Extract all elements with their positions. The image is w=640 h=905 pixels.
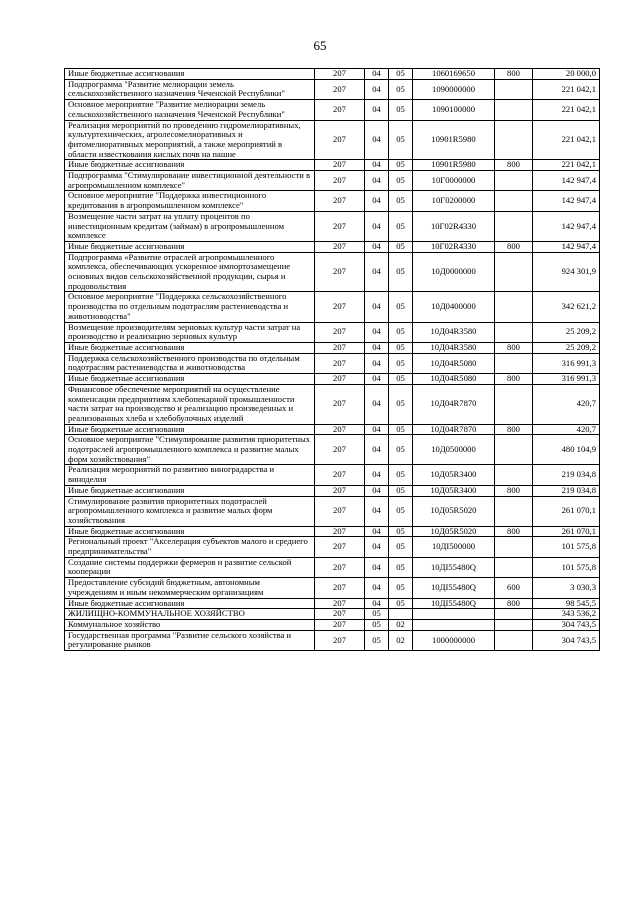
code-cell: 207 — [315, 619, 365, 630]
expense-type-cell — [495, 322, 533, 342]
table-row — [65, 252, 600, 292]
row-name-cell: Возмещение производителям зерновых культур части затрат на производство и реализацию зерновых культур — [65, 322, 315, 342]
table-row — [65, 171, 600, 191]
expense-type-cell: 600 — [495, 578, 533, 598]
table-row — [65, 630, 600, 650]
row-name-cell: Подпрограмма «Развитие отраслей агропромышленного комплекса, обеспечивающих ускоренное импортозамещение основных видов сельскохозяйственной продукции, сырья и продовольствия — [65, 252, 315, 292]
amount-cell: 342 621,2 — [533, 292, 600, 322]
section-cell: 04 — [365, 252, 389, 292]
row-name-cell: Иные бюджетные ассигнования — [65, 342, 315, 353]
expense-type-cell: 800 — [495, 69, 533, 80]
target-article-cell: 10901R5980 — [413, 120, 495, 160]
amount-cell: 219 034,8 — [533, 465, 600, 485]
amount-cell: 316 991,3 — [533, 353, 600, 373]
code-cell: 207 — [315, 171, 365, 191]
subsection-cell: 05 — [389, 557, 413, 577]
subsection-cell: 05 — [389, 485, 413, 496]
section-cell: 04 — [365, 465, 389, 485]
subsection-cell: 05 — [389, 322, 413, 342]
expense-type-cell — [495, 465, 533, 485]
section-cell: 04 — [365, 353, 389, 373]
section-cell: 04 — [365, 435, 389, 465]
target-article-cell: 10Д0400000 — [413, 292, 495, 322]
section-cell: 04 — [365, 171, 389, 191]
expense-type-cell — [495, 384, 533, 424]
table-row — [65, 619, 600, 630]
expense-type-cell: 800 — [495, 526, 533, 537]
amount-cell: 101 575,8 — [533, 537, 600, 557]
budget-table — [64, 68, 600, 651]
subsection-cell: 05 — [389, 353, 413, 373]
subsection-cell: 05 — [389, 171, 413, 191]
target-article-cell: 10ДI55480Q — [413, 578, 495, 598]
amount-cell: 98 545,5 — [533, 598, 600, 609]
code-cell: 207 — [315, 465, 365, 485]
code-cell: 207 — [315, 384, 365, 424]
amount-cell: 221 042,1 — [533, 100, 600, 120]
row-name-cell: Реализация мероприятий по проведению гидромелиоративных, культуртехнических, агролесомелиоративных и фитомелиоративных мероприятий, а также мероприятий в области известкования кислых почв на пашне — [65, 120, 315, 160]
code-cell: 207 — [315, 578, 365, 598]
expense-type-cell — [495, 435, 533, 465]
subsection-cell: 05 — [389, 526, 413, 537]
section-cell: 04 — [365, 342, 389, 353]
section-cell: 05 — [365, 630, 389, 650]
row-name-cell: Государственная программа "Развитие сельского хозяйства и регулирование рынков — [65, 630, 315, 650]
subsection-cell: 05 — [389, 79, 413, 99]
table-row — [65, 496, 600, 526]
row-name-cell: Иные бюджетные ассигнования — [65, 526, 315, 537]
amount-cell: 25 209,2 — [533, 322, 600, 342]
table-row — [65, 374, 600, 385]
row-name-cell: Иные бюджетные ассигнования — [65, 485, 315, 496]
subsection-cell: 05 — [389, 424, 413, 435]
table-row — [65, 120, 600, 160]
table-row — [65, 578, 600, 598]
subsection-cell: 05 — [389, 120, 413, 160]
subsection-cell: 05 — [389, 160, 413, 171]
amount-cell: 142 947,4 — [533, 171, 600, 191]
amount-cell: 304 743,5 — [533, 630, 600, 650]
table-row — [65, 211, 600, 241]
target-article-cell: 10Г02R4330 — [413, 241, 495, 252]
target-article-cell: 10Г0200000 — [413, 191, 495, 211]
section-cell: 04 — [365, 69, 389, 80]
amount-cell: 221 042,1 — [533, 120, 600, 160]
row-name-cell: Основное мероприятие "Стимулирование развития приоритетных подотраслей агропромышленного комплекса и развитие малых форм хозяйствования" — [65, 435, 315, 465]
expense-type-cell — [495, 79, 533, 99]
expense-type-cell — [495, 557, 533, 577]
amount-cell: 316 991,3 — [533, 374, 600, 385]
target-article-cell: 1000000000 — [413, 630, 495, 650]
code-cell: 207 — [315, 241, 365, 252]
expense-type-cell: 800 — [495, 374, 533, 385]
row-name-cell: ЖИЛИЩНО-КОММУНАЛЬНОЕ ХОЗЯЙСТВО — [65, 609, 315, 620]
row-name-cell: Иные бюджетные ассигнования — [65, 424, 315, 435]
expense-type-cell — [495, 211, 533, 241]
target-article-cell: 10Д0500000 — [413, 435, 495, 465]
section-cell: 04 — [365, 120, 389, 160]
expense-type-cell — [495, 100, 533, 120]
expense-type-cell — [495, 120, 533, 160]
subsection-cell: 02 — [389, 619, 413, 630]
amount-cell: 924 301,9 — [533, 252, 600, 292]
section-cell: 04 — [365, 496, 389, 526]
table-row — [65, 79, 600, 99]
expense-type-cell: 800 — [495, 424, 533, 435]
target-article-cell: 10ДI500000 — [413, 537, 495, 557]
subsection-cell: 05 — [389, 342, 413, 353]
code-cell: 207 — [315, 191, 365, 211]
subsection-cell: 05 — [389, 465, 413, 485]
table-row — [65, 241, 600, 252]
target-article-cell: 10Д04R5080 — [413, 374, 495, 385]
expense-type-cell — [495, 609, 533, 620]
table-row — [65, 609, 600, 620]
code-cell: 207 — [315, 496, 365, 526]
table-row — [65, 465, 600, 485]
code-cell: 207 — [315, 537, 365, 557]
expense-type-cell — [495, 191, 533, 211]
target-article-cell: 10Д05R5020 — [413, 526, 495, 537]
target-article-cell: 10Д04R3580 — [413, 342, 495, 353]
amount-cell: 261 070,1 — [533, 496, 600, 526]
section-cell: 04 — [365, 578, 389, 598]
amount-cell: 480 104,9 — [533, 435, 600, 465]
subsection-cell: 05 — [389, 374, 413, 385]
row-name-cell: Подпрограмма "Стимулирование инвестиционной деятельности в агропромышленном комплексе" — [65, 171, 315, 191]
code-cell: 207 — [315, 120, 365, 160]
table-body — [65, 69, 600, 651]
subsection-cell: 05 — [389, 537, 413, 557]
expense-type-cell — [495, 630, 533, 650]
expense-type-cell: 800 — [495, 598, 533, 609]
subsection-cell: 05 — [389, 598, 413, 609]
amount-cell: 101 575,8 — [533, 557, 600, 577]
target-article-cell: 10Д04R7870 — [413, 424, 495, 435]
target-article-cell: 1090100000 — [413, 100, 495, 120]
target-article-cell: 10Д05R5020 — [413, 496, 495, 526]
table-row — [65, 322, 600, 342]
code-cell: 207 — [315, 485, 365, 496]
row-name-cell: Возмещение части затрат на уплату процентов по инвестиционным кредитам (займам) в агропромышленном комплексе — [65, 211, 315, 241]
amount-cell: 142 947,4 — [533, 241, 600, 252]
amount-cell: 142 947,4 — [533, 191, 600, 211]
code-cell: 207 — [315, 630, 365, 650]
expense-type-cell — [495, 171, 533, 191]
expense-type-cell — [495, 292, 533, 322]
target-article-cell: 10Д05R3400 — [413, 485, 495, 496]
section-cell: 04 — [365, 537, 389, 557]
amount-cell: 221 042,1 — [533, 160, 600, 171]
row-name-cell: Финансовое обеспечение мероприятий на осуществление компенсации предприятиям хлебопекарной промышленности части затрат на производство и реализацию произведенных и реализованных хлеба и хлебобулочных изделий — [65, 384, 315, 424]
section-cell: 04 — [365, 191, 389, 211]
amount-cell: 420,7 — [533, 384, 600, 424]
code-cell: 207 — [315, 100, 365, 120]
row-name-cell: Иные бюджетные ассигнования — [65, 241, 315, 252]
subsection-cell: 05 — [389, 211, 413, 241]
row-name-cell: Создание системы поддержки фермеров и развитие сельской кооперации — [65, 557, 315, 577]
subsection-cell: 05 — [389, 292, 413, 322]
amount-cell: 420,7 — [533, 424, 600, 435]
subsection-cell: 05 — [389, 384, 413, 424]
row-name-cell: Поддержка сельскохозяйственного производства по отдельным подотраслям растениеводства и животноводства — [65, 353, 315, 373]
code-cell: 207 — [315, 252, 365, 292]
table-row — [65, 384, 600, 424]
row-name-cell: Коммунальное хозяйство — [65, 619, 315, 630]
subsection-cell: 05 — [389, 435, 413, 465]
table-row — [65, 342, 600, 353]
row-name-cell: Основное мероприятие "Развитие мелиорации земель сельскохозяйственного назначения Чеченской Республики" — [65, 100, 315, 120]
target-article-cell: 10Д04R5080 — [413, 353, 495, 373]
amount-cell: 343 536,2 — [533, 609, 600, 620]
target-article-cell — [413, 619, 495, 630]
section-cell: 04 — [365, 557, 389, 577]
row-name-cell: Иные бюджетные ассигнования — [65, 160, 315, 171]
section-cell: 04 — [365, 485, 389, 496]
subsection-cell: 02 — [389, 630, 413, 650]
code-cell: 207 — [315, 342, 365, 353]
expense-type-cell: 800 — [495, 485, 533, 496]
amount-cell: 3 030,3 — [533, 578, 600, 598]
table-row — [65, 435, 600, 465]
amount-cell: 25 209,2 — [533, 342, 600, 353]
section-cell: 04 — [365, 322, 389, 342]
section-cell: 05 — [365, 619, 389, 630]
expense-type-cell — [495, 496, 533, 526]
target-article-cell: 10901R5980 — [413, 160, 495, 171]
code-cell: 207 — [315, 374, 365, 385]
target-article-cell: 1090000000 — [413, 79, 495, 99]
section-cell: 04 — [365, 374, 389, 385]
code-cell: 207 — [315, 609, 365, 620]
code-cell: 207 — [315, 557, 365, 577]
code-cell: 207 — [315, 435, 365, 465]
subsection-cell: 05 — [389, 241, 413, 252]
table-row — [65, 100, 600, 120]
table-row — [65, 292, 600, 322]
target-article-cell: 10Г0000000 — [413, 171, 495, 191]
row-name-cell: Основное мероприятие "Поддержка сельскохозяйственного производства по отдельным подотраслям растениеводства и животноводства" — [65, 292, 315, 322]
code-cell: 207 — [315, 160, 365, 171]
subsection-cell: 05 — [389, 496, 413, 526]
expense-type-cell — [495, 353, 533, 373]
row-name-cell: Иные бюджетные ассигнования — [65, 374, 315, 385]
code-cell: 207 — [315, 424, 365, 435]
target-article-cell: 10ДI55480Q — [413, 598, 495, 609]
section-cell: 04 — [365, 526, 389, 537]
table-row — [65, 424, 600, 435]
code-cell: 207 — [315, 211, 365, 241]
code-cell: 207 — [315, 353, 365, 373]
section-cell: 05 — [365, 609, 389, 620]
section-cell: 04 — [365, 292, 389, 322]
section-cell: 04 — [365, 241, 389, 252]
row-name-cell: Реализация мероприятий по развитию виноградарства и виноделия — [65, 465, 315, 485]
expense-type-cell — [495, 252, 533, 292]
row-name-cell: Предоставление субсидий бюджетным, автономным учреждениям и иным некоммерческим организациям — [65, 578, 315, 598]
page-number: 65 — [313, 38, 327, 53]
target-article-cell: 10ДI55480Q — [413, 557, 495, 577]
section-cell: 04 — [365, 160, 389, 171]
code-cell: 207 — [315, 79, 365, 99]
amount-cell: 20 000,0 — [533, 69, 600, 80]
row-name-cell: Стимулирование развития приоритетных подотраслей агропромышленного комплекса и развитие малых форм хозяйствования — [65, 496, 315, 526]
code-cell: 207 — [315, 69, 365, 80]
row-name-cell: Региональный проект "Акселерация субъектов малого и среднего предпринимательства" — [65, 537, 315, 557]
table-row — [65, 191, 600, 211]
table-row — [65, 598, 600, 609]
target-article-cell: 10Г02R4330 — [413, 211, 495, 241]
code-cell: 207 — [315, 526, 365, 537]
section-cell: 04 — [365, 211, 389, 241]
subsection-cell: 05 — [389, 578, 413, 598]
amount-cell: 304 743,5 — [533, 619, 600, 630]
expense-type-cell: 800 — [495, 160, 533, 171]
target-article-cell: 1060169650 — [413, 69, 495, 80]
table-row — [65, 485, 600, 496]
amount-cell: 219 034,8 — [533, 485, 600, 496]
row-name-cell: Иные бюджетные ассигнования — [65, 598, 315, 609]
code-cell: 207 — [315, 598, 365, 609]
section-cell: 04 — [365, 100, 389, 120]
target-article-cell: 10Д0000000 — [413, 252, 495, 292]
target-article-cell — [413, 609, 495, 620]
expense-type-cell: 800 — [495, 342, 533, 353]
row-name-cell: Иные бюджетные ассигнования — [65, 69, 315, 80]
target-article-cell: 10Д04R3580 — [413, 322, 495, 342]
code-cell: 207 — [315, 292, 365, 322]
table-row — [65, 537, 600, 557]
section-cell: 04 — [365, 384, 389, 424]
subsection-cell: 05 — [389, 252, 413, 292]
subsection-cell: 05 — [389, 191, 413, 211]
amount-cell: 221 042,1 — [533, 79, 600, 99]
subsection-cell: 05 — [389, 69, 413, 80]
subsection-cell — [389, 609, 413, 620]
section-cell: 04 — [365, 598, 389, 609]
expense-type-cell — [495, 537, 533, 557]
expense-type-cell: 800 — [495, 241, 533, 252]
amount-cell: 261 070,1 — [533, 526, 600, 537]
section-cell: 04 — [365, 424, 389, 435]
code-cell: 207 — [315, 322, 365, 342]
table-row — [65, 353, 600, 373]
subsection-cell: 05 — [389, 100, 413, 120]
table-row — [65, 69, 600, 80]
expense-type-cell — [495, 619, 533, 630]
target-article-cell: 10Д04R7870 — [413, 384, 495, 424]
row-name-cell: Основное мероприятие "Поддержка инвестиционного кредитования в агропромышленном комплексе" — [65, 191, 315, 211]
row-name-cell: Подпрограмма "Развитие мелиорации земель сельскохозяйственного назначения Чеченской Республики" — [65, 79, 315, 99]
table-row — [65, 160, 600, 171]
section-cell: 04 — [365, 79, 389, 99]
table-row — [65, 557, 600, 577]
amount-cell: 142 947,4 — [533, 211, 600, 241]
target-article-cell: 10Д05R3400 — [413, 465, 495, 485]
table-row — [65, 526, 600, 537]
